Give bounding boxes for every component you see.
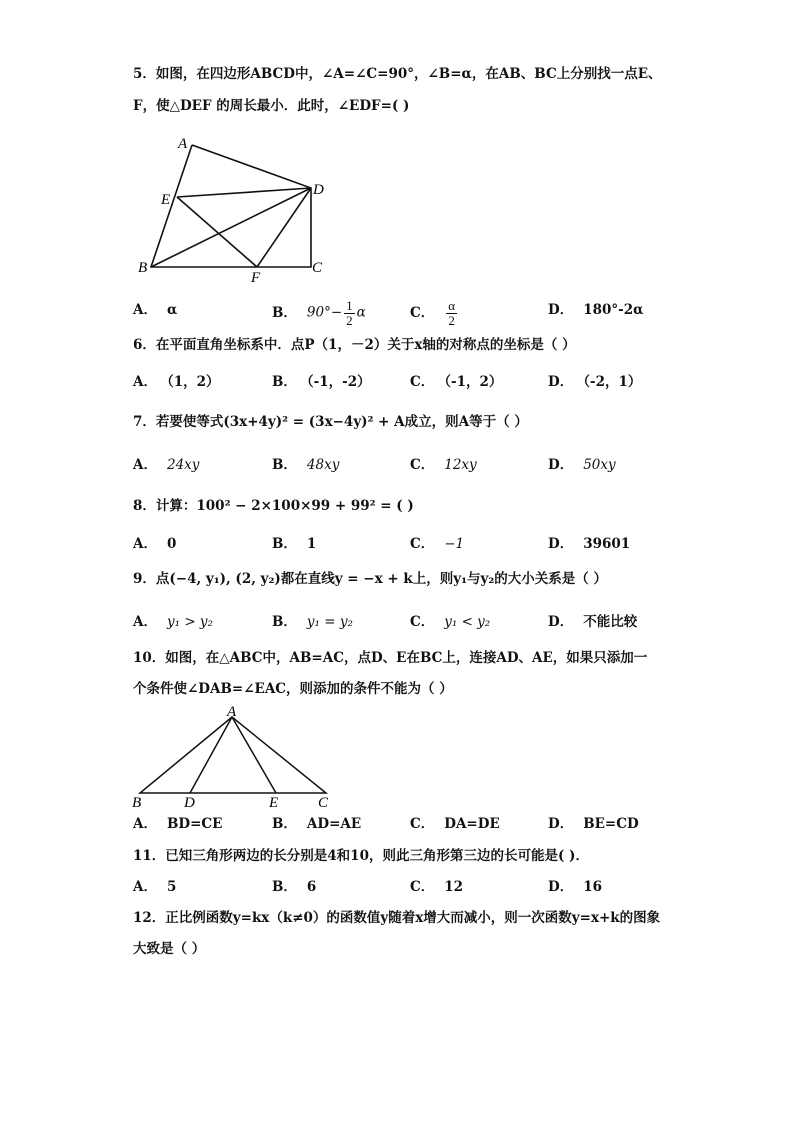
q11-option-a[interactable]: A． 5 bbox=[133, 879, 177, 895]
q8-option-a[interactable]: A． 0 bbox=[133, 536, 177, 552]
q10-label-a: A bbox=[227, 704, 237, 720]
q5-option-d[interactable]: D． 180°-2α bbox=[548, 302, 644, 318]
q9-stem: 9．点(−4, y₁), (2, y₂)都在直线y = −x + k上，则y₁与y₂的大小关系是（ ） bbox=[133, 571, 607, 587]
q10-option-d[interactable]: D． BE=CD bbox=[548, 816, 639, 832]
q10-option-b[interactable]: B． AD=AE bbox=[272, 816, 362, 832]
q10-options bbox=[133, 813, 693, 835]
q5-option-b-fraction: $\frac{1}{2}$ bbox=[346, 298, 353, 328]
q11-options bbox=[133, 876, 693, 898]
q5-label-e: E bbox=[161, 192, 171, 208]
q10-label-d: D bbox=[184, 795, 195, 811]
q7-option-b[interactable]: B． 48xy bbox=[272, 457, 340, 473]
q8-stem: 8．计算：100² − 2×100×99 + 99² = ( ) bbox=[133, 498, 414, 514]
q10-option-a[interactable]: A． BD=CE bbox=[133, 816, 223, 832]
q9-option-c[interactable]: C． y₁ < y₂ bbox=[410, 614, 491, 630]
q11-option-d[interactable]: D． 16 bbox=[548, 879, 603, 895]
q8-option-c[interactable]: C． −1 bbox=[410, 536, 465, 552]
q12-stem-line1: 12．正比例函数y=kx（k≠0）的函数值y随着x增大而减小，则一次函数y=x+k的图象 bbox=[133, 910, 661, 926]
q6-option-c[interactable]: C． （-1，2） bbox=[410, 374, 503, 390]
q7-option-a[interactable]: A． 24xy bbox=[133, 457, 200, 473]
q5-label-a: A bbox=[178, 136, 188, 152]
q9-options bbox=[133, 611, 693, 633]
q5-option-c[interactable]: C． $\frac{\alpha}{2}$ bbox=[410, 298, 456, 328]
q6-option-d[interactable]: D． （-2，1） bbox=[548, 374, 642, 390]
q7-option-c[interactable]: C． 12xy bbox=[410, 457, 477, 473]
q8-options bbox=[133, 533, 693, 555]
q11-option-b[interactable]: B． 6 bbox=[272, 879, 317, 895]
q6-option-a[interactable]: A． （1，2） bbox=[133, 374, 220, 390]
q8-option-b[interactable]: B． 1 bbox=[272, 536, 317, 552]
q5-label-d: D bbox=[313, 182, 324, 198]
q9-option-d[interactable]: D． 不能比较 bbox=[548, 614, 638, 630]
q9-option-a[interactable]: A． y₁ > y₂ bbox=[133, 614, 213, 630]
q8-option-d[interactable]: D． 39601 bbox=[548, 536, 631, 552]
q10-triangle-figure bbox=[130, 703, 340, 811]
q6-options bbox=[133, 371, 693, 393]
q6-stem: 6．在平面直角坐标系中．点P（1，－2）关于x轴的对称点的坐标是（ ） bbox=[133, 337, 576, 353]
q10-option-c[interactable]: C． DA=DE bbox=[410, 816, 500, 832]
q10-label-e: E bbox=[269, 795, 279, 811]
q7-stem: 7．若要使等式(3x+4y)² = (3x−4y)² + A成立，则A等于（ ） bbox=[133, 414, 528, 430]
q5-option-a[interactable]: A． α bbox=[133, 302, 178, 318]
q5-stem-line2: F，使△DEF 的周长最小．此时，∠EDF=( ) bbox=[133, 98, 410, 114]
q11-stem: 11．已知三角形两边的长分别是4和10，则此三角形第三边的长可能是( )． bbox=[133, 848, 589, 864]
q7-option-d[interactable]: D． 50xy bbox=[548, 457, 616, 473]
q5-option-b[interactable]: B． 90°− $\frac{1}{2}$ α bbox=[272, 298, 366, 328]
q10-stem-line2: 个条件使∠DAB=∠EAC，则添加的条件不能为（ ） bbox=[133, 681, 453, 697]
q12-stem-line2: 大致是（ ） bbox=[133, 941, 206, 957]
q6-option-b[interactable]: B． （-1，-2） bbox=[272, 374, 371, 390]
q10-label-c: C bbox=[318, 795, 329, 811]
q7-options bbox=[133, 454, 693, 476]
q5-label-c: C bbox=[312, 260, 323, 276]
q5-option-c-fraction: $\frac{\alpha}{2}$ bbox=[448, 298, 456, 328]
q5-options bbox=[133, 298, 693, 328]
q5-label-f: F bbox=[251, 270, 261, 286]
q5-stem-line1: 5．如图，在四边形ABCD中，∠A=∠C=90°，∠B=α，在AB、BC上分别找一点E、 bbox=[133, 66, 662, 82]
q10-label-b: B bbox=[132, 795, 142, 811]
q5-label-b: B bbox=[138, 260, 148, 276]
q9-option-b[interactable]: B． y₁ = y₂ bbox=[272, 614, 353, 630]
q11-option-c[interactable]: C． 12 bbox=[410, 879, 464, 895]
q10-stem-line1: 10．如图，在△ABC中，AB=AC，点D、E在BC上，连接AD、AE，如果只添加一 bbox=[133, 650, 648, 666]
q5-quadrilateral-figure bbox=[133, 128, 333, 288]
